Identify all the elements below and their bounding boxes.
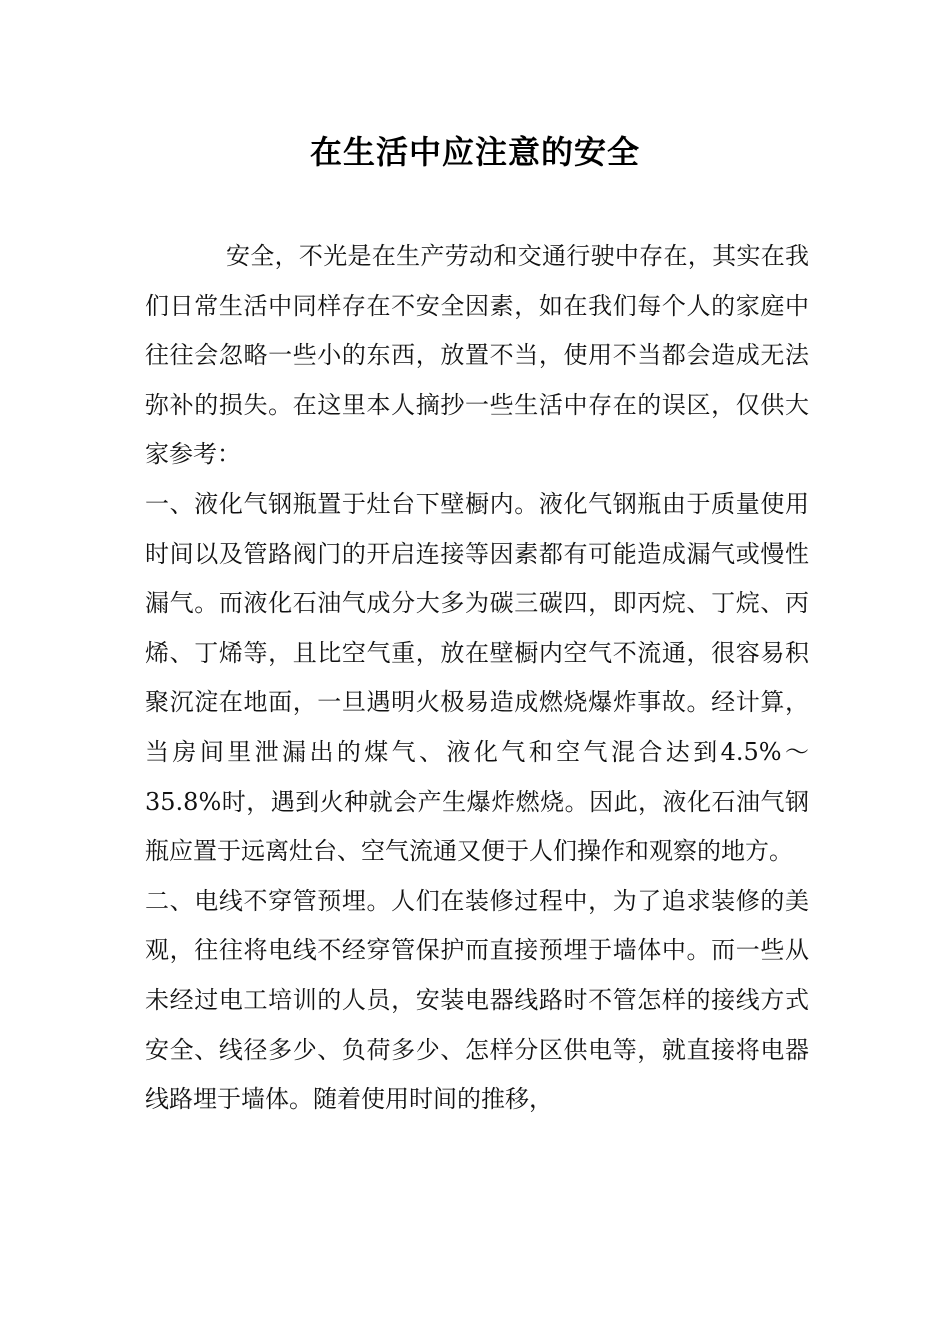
document-body xyxy=(145,232,809,1125)
paragraph-item-2: 二、电线不穿管预埋。人们在装修过程中，为了追求装修的美观，往往将电线不经穿管保护而直接预埋于墙体中。而一些从未经过电工培训的人员，安装电器线路时不管怎样的接线方式安全、线径多少、负荷多少、怎样分区供电等，就直接将电器线路埋于墙体。随着使用时间的推移， xyxy=(145,886,809,1114)
paragraph-item-1: 一、液化气钢瓶置于灶台下壁橱内。液化气钢瓶由于质量使用时间以及管路阀门的开启连接等因素都有可能造成漏气或慢性漏气。而液化石油气成分大多为碳三碳四，即丙烷、丁烷、丙烯、丁烯等，且比空气重，放在壁橱内空气不流通，很容易积聚沉淀在地面，一旦遇明火极易造成燃烧爆炸事故。经计算，当房间里泄漏出的煤气、液化气和空气混合达到4.5%～35.8%时，遇到火种就会产生爆炸燃烧。因此，液化石油气钢瓶应置于远离灶台、空气流通又便于人们操作和观察的地方。 xyxy=(145,489,809,866)
paragraph-intro: 安全，不光是在生产劳动和交通行驶中存在，其实在我们日常生活中同样存在不安全因素，如在我们每个人的家庭中往往会忽略一些小的东西，放置不当，使用不当都会造成无法弥补的损失。在这里本人摘抄一些生活中存在的误区，仅供大家参考： xyxy=(145,242,809,469)
document-title: 在生活中应注意的安全 xyxy=(309,133,640,171)
